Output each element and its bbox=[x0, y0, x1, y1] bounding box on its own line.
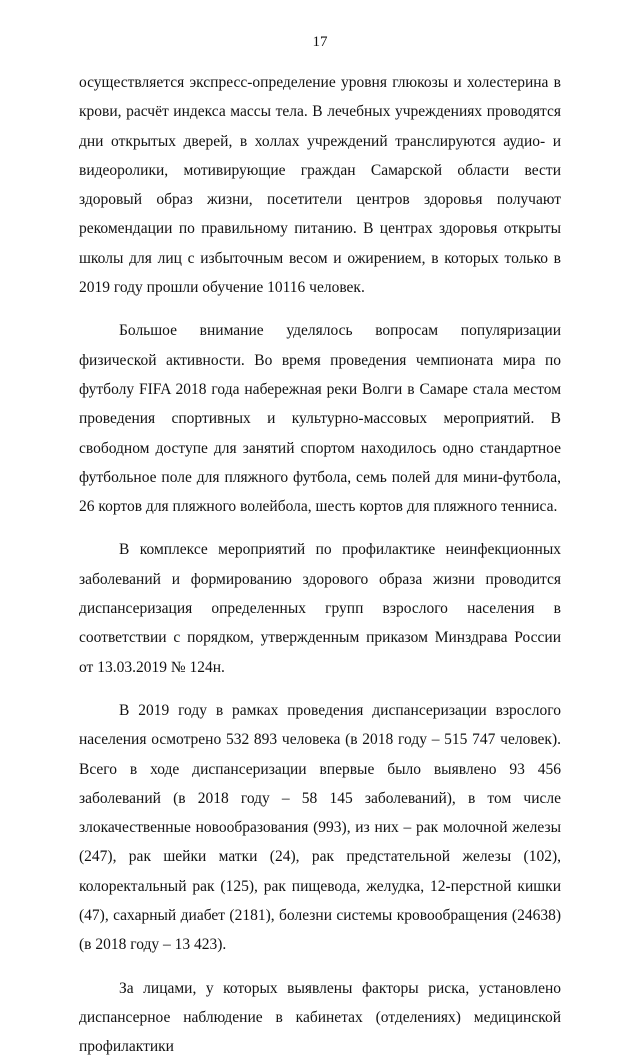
paragraph-1: осуществляется экспресс-определение уровня глюкозы и холестерина в крови, расчёт индекса массы тела. В лечебных учреждениях проводятся дни открытых дверей, в холлах учреждений транслируются аудио- и видеоролики, мотивирующие граждан Самарской области вести здоровый образ жизни, посетители центров здоровья получают рекомендации по правильному питанию. В центрах здоровья открыты школы для лиц с избыточным весом и ожирением, в которых только в 2019 году прошли обучение 10116 человек. bbox=[79, 74, 561, 297]
paragraph-2: Большое внимание уделялось вопросам популяризации физической активности. Во время проведения чемпионата мира по футболу FIFA 2018 года набережная реки Волги в Самаре стала местом проведения спортивных и культурно-массовых мероприятий. В свободном доступе для занятий спортом находилось одно стандартное футбольное поле для пляжного футбола, семь полей для мини-футбола, 26 кортов для пляжного волейбола, шесть кортов для пляжного тенниса. bbox=[79, 322, 561, 516]
page-number: 17 bbox=[312, 34, 328, 50]
paragraph-4: В 2019 году в рамках проведения диспансеризации взрослого населения осмотрено 532 893 человека (в 2018 году – 515 747 человек). Всего в ходе диспансеризации впервые было выявлено 93 456 заболеваний (в 2018 году – 58 145 заболеваний), в том числе злокачественные новообразования (993), из них – рак молочной железы (247), рак шейки матки (24), рак предстательной железы (102), колоректальный рак (125), рак пищевода, желудка, 12-перстной кишки (47), сахарный диабет (2181), болезни системы кровообращения (24638) (в 2018 году – 13 423). bbox=[79, 701, 561, 954]
paragraph-5: За лицами, у которых выявлены факторы риска, установлено диспансерное наблюдение в кабинетах (отделениях) медицинской профилактики bbox=[79, 979, 561, 1056]
document-body bbox=[79, 68, 561, 1062]
paragraph-3: В комплексе мероприятий по профилактике неинфекционных заболеваний и формированию здорового образа жизни проводится диспансеризация определенных групп взрослого населения в соответствии с порядком, утвержденным приказом Минздрава России от 13.03.2019 № 124н. bbox=[79, 541, 561, 676]
